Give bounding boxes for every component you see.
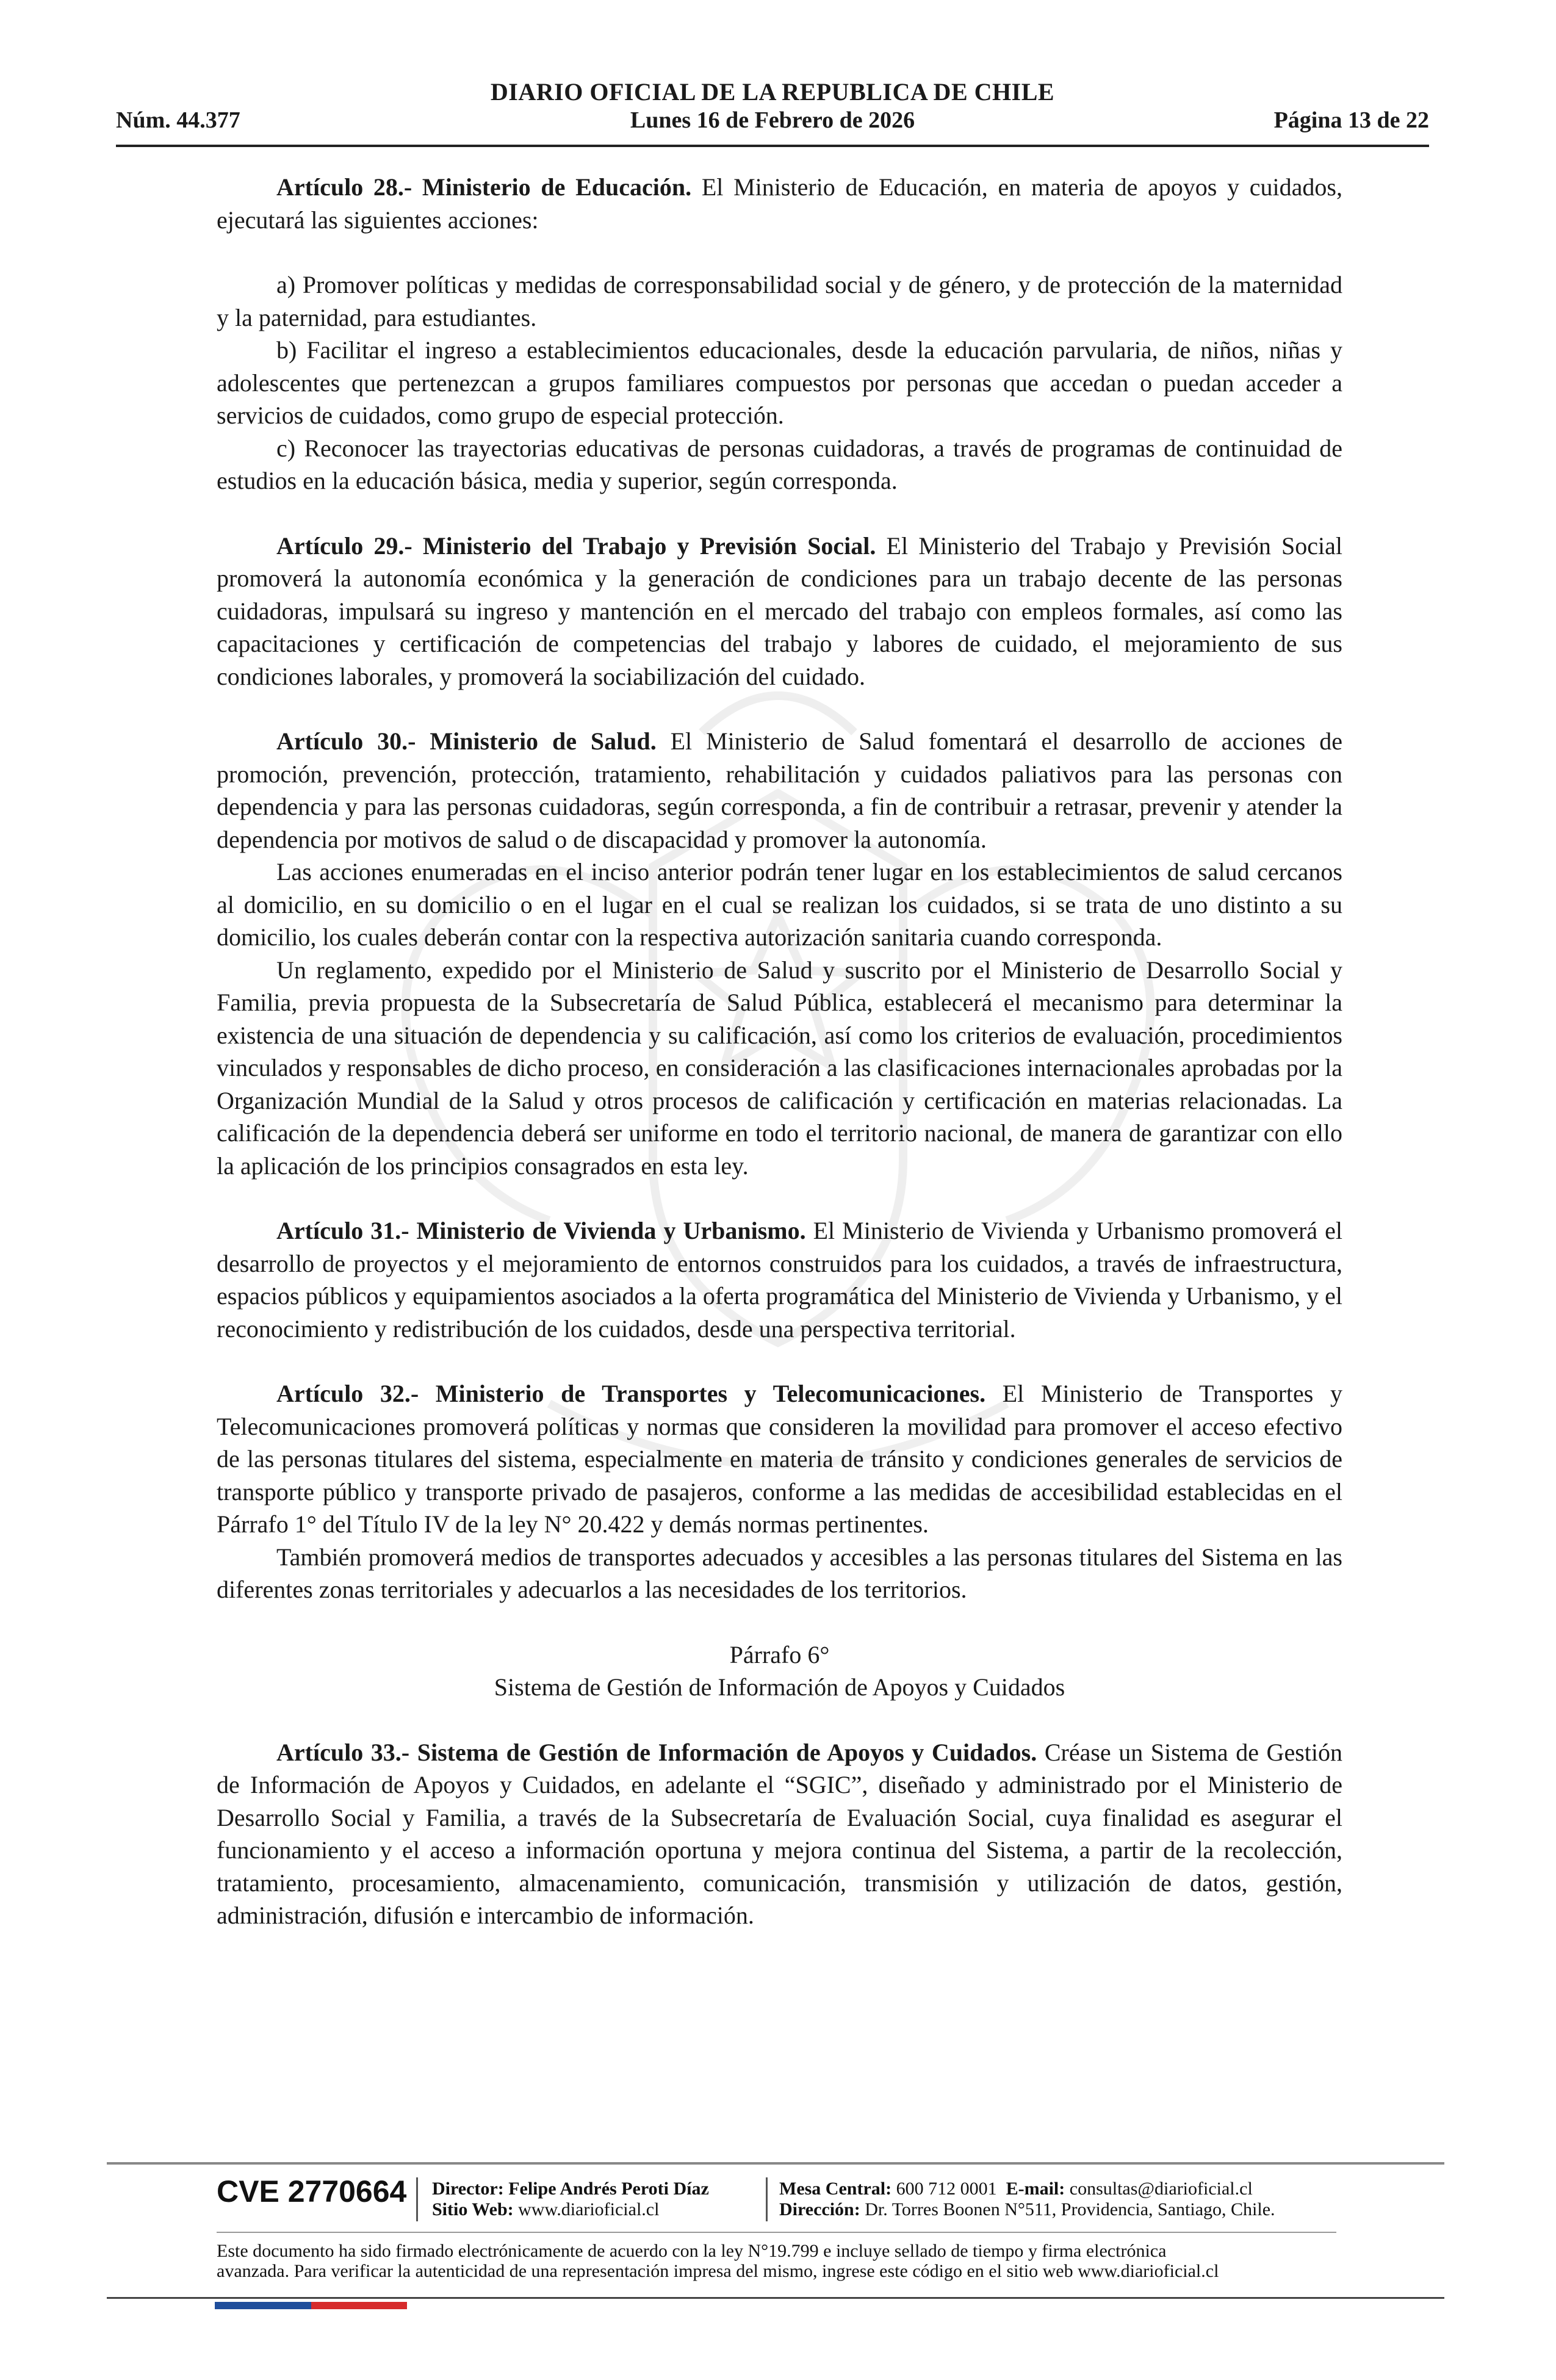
section-title: Sistema de Gestión de Información de Apoyos y Cuidados	[494, 1673, 1065, 1701]
mesa-label: Mesa Central:	[779, 2179, 892, 2199]
email-link[interactable]: consultas@diarioficial.cl	[1069, 2179, 1253, 2199]
page-number: Página 13 de 22	[1273, 107, 1429, 133]
article-28-item-c: c) Reconocer las trayectorias educativas de personas cuidadoras, a través de programas de continuidad de estudios en la educación básica, media y superior, según corresponda.	[217, 434, 1342, 494]
website-label: Sitio Web:	[432, 2199, 514, 2220]
address-label: Dirección:	[779, 2199, 860, 2220]
issue-number: Núm. 44.377	[116, 107, 240, 133]
article-text: El Ministerio de Vivienda y Urbanismo promoverá el desarrollo de proyectos y el mejoramiento de entornos construidos para los cuidados, a través de infraestructura, espacios públicos y equipamientos asociados a la oferta programática del Ministerio de Vivienda y Urbanismo, y el reconocimiento y redistribución de los cuidados, desde una perspectiva territorial.	[217, 1217, 1343, 1343]
article-30	[217, 725, 1342, 856]
cve-code: CVE 2770664	[217, 2174, 407, 2209]
website-link[interactable]: www.diarioficial.cl	[518, 2199, 660, 2220]
legal-notice-line: avanzada. Para verificar la autenticidad de una representación impresa del mismo, ingrese este código en el sitio web www.diarioficial.cl	[217, 2261, 1219, 2281]
article-heading: Artículo 33.- Sistema de Gestión de Información de Apoyos y Cuidados.	[276, 1738, 1037, 1766]
legal-notice	[217, 2241, 1342, 2281]
article-28	[217, 171, 1342, 236]
article-30-paragraph-2: Las acciones enumeradas en el inciso anterior podrán tener lugar en los establecimientos de salud cercanos al domicilio, en su domicilio o en el lugar en el cual se realizan los cuidados, si se trata de uno distinto a su domicilio, los cuales deberán contar con la respectiva autorización sanitaria cuando corresponda.	[217, 858, 1342, 951]
footer-separator	[416, 2177, 418, 2221]
document-body	[217, 171, 1342, 1932]
section-number: Párrafo 6°	[729, 1640, 830, 1668]
article-31	[217, 1214, 1342, 1345]
article-33	[217, 1736, 1342, 1932]
article-30-paragraph-3: Un reglamento, expedido por el Ministerio de Salud y suscrito por el Ministerio de Desarrollo Social y Familia, previa propuesta de la Subsecretaría de Salud Pública, establecerá el mecanismo para determinar la existencia de una situación de dependencia y su calificación, así como los criterios de evaluación, procedimientos vinculados y responsables de dicho proceso, en consideración a las clasificaciones internacionales aprobadas por la Organización Mundial de la Salud y otros procesos de calificación y certificación en materias relacionadas. La calificación de la dependencia deberá ser uniforme en todo el territorio nacional, de manera de garantizar con ello la aplicación de los principios consagrados en esta ley.	[217, 956, 1342, 1180]
director-label: Director:	[432, 2179, 504, 2199]
article-text: El Ministerio de Educación, en materia de apoyos y cuidados, ejecutará las siguientes acciones:	[217, 173, 1342, 234]
article-text: Créase un Sistema de Gestión de Información de Apoyos y Cuidados, en adelante el “SGIC”, diseñado y administrado por el Ministerio de Desarrollo Social y Familia, a través de la Subsecretaría de Evaluación Social, cuya finalidad es asegurar el funcionamiento y el acceso a información oportuna y mejora continua del Sistema, a partir de la recolección, tratamiento, procesamiento, almacenamiento, comunicación, transmisión y utilización de datos, gestión, administración, difusión e intercambio de información.	[217, 1738, 1342, 1929]
email-label: E-mail:	[1006, 2179, 1065, 2199]
article-28-item-a: a) Promover políticas y medidas de corresponsabilidad social y de género, y de protección de la maternidad y la paternidad, para estudiantes.	[217, 271, 1342, 331]
footer-contact-block	[779, 2179, 1275, 2220]
article-text: El Ministerio del Trabajo y Previsión Social promoverá la autonomía económica y la generación de condiciones para un trabajo decente de las personas cuidadoras, impulsará su ingreso y mantención en el mercado del trabajo con empleos formales, así como las capacitaciones y certificación de competencias del trabajo y labores de cuidado, el mejoramiento de sus condiciones laborales, y promoverá la sociabilización del cuidado.	[217, 532, 1342, 690]
footer-divider	[107, 2162, 1444, 2165]
legal-notice-line: Este documento ha sido firmado electrónicamente de acuerdo con la ley N°19.799 e incluye sellado de tiempo y firma electrónica	[217, 2241, 1167, 2261]
footer-separator	[766, 2177, 768, 2221]
article-29	[217, 530, 1342, 693]
article-text: El Ministerio de Salud fomentará el desarrollo de acciones de promoción, prevención, protección, tratamiento, rehabilitación y cuidados paliativos para las personas con dependencia y para las personas cuidadoras, según corresponda, a fin de contribuir a retrasar, prevenir y atender la dependencia por motivos de salud o de discapacidad y promover la autonomía.	[217, 727, 1342, 853]
article-32-paragraph-2: También promoverá medios de transportes adecuados y accesibles a las personas titulares del Sistema en las diferentes zonas territoriales y adecuarlos a las necesidades de los territorios.	[217, 1543, 1342, 1603]
footer-director-block	[432, 2179, 709, 2220]
flag-bar-red	[311, 2302, 407, 2309]
flag-bar-blue	[215, 2302, 311, 2309]
article-heading: Artículo 28.- Ministerio de Educación.	[276, 173, 692, 201]
footer-divider	[107, 2297, 1444, 2299]
issue-date: Lunes 16 de Febrero de 2026	[630, 107, 915, 133]
footer-divider	[217, 2232, 1336, 2233]
article-28-item-b: b) Facilitar el ingreso a establecimientos educacionales, desde la educación parvularia, de niños, niñas y adolescentes que pertenezcan a grupos familiares compuestos por personas que accedan o puedan acceder a servicios de cuidados, como grupo de especial protección.	[217, 336, 1342, 429]
address-text: Dr. Torres Boonen N°511, Providencia, Santiago, Chile.	[865, 2199, 1275, 2220]
article-heading: Artículo 29.- Ministerio del Trabajo y Previsión Social.	[276, 532, 876, 560]
article-text: El Ministerio de Transportes y Telecomunicaciones promoverá políticas y normas que consideren la movilidad para promover el acceso efectivo de las personas titulares del sistema, especialmente en materia de tránsito y condiciones generales de servicios de transporte público y transporte privado de pasajeros, conforme a las medidas de accesibilidad establecidas en el Párrafo 1° del Título IV de la ley N° 20.422 y demás normas pertinentes.	[217, 1380, 1342, 1538]
article-heading: Artículo 30.- Ministerio de Salud.	[276, 727, 657, 755]
article-heading: Artículo 31.- Ministerio de Vivienda y Urbanismo.	[276, 1217, 806, 1244]
article-heading: Artículo 32.- Ministerio de Transportes y Telecomunicaciones.	[276, 1380, 986, 1407]
phone-number: 600 712 0001	[896, 2179, 997, 2199]
page-header	[116, 76, 1429, 147]
director-name: Felipe Andrés Peroti Díaz	[508, 2179, 709, 2199]
article-32	[217, 1377, 1342, 1541]
publication-title: DIARIO OFICIAL DE LA REPUBLICA DE CHILE	[490, 78, 1055, 106]
